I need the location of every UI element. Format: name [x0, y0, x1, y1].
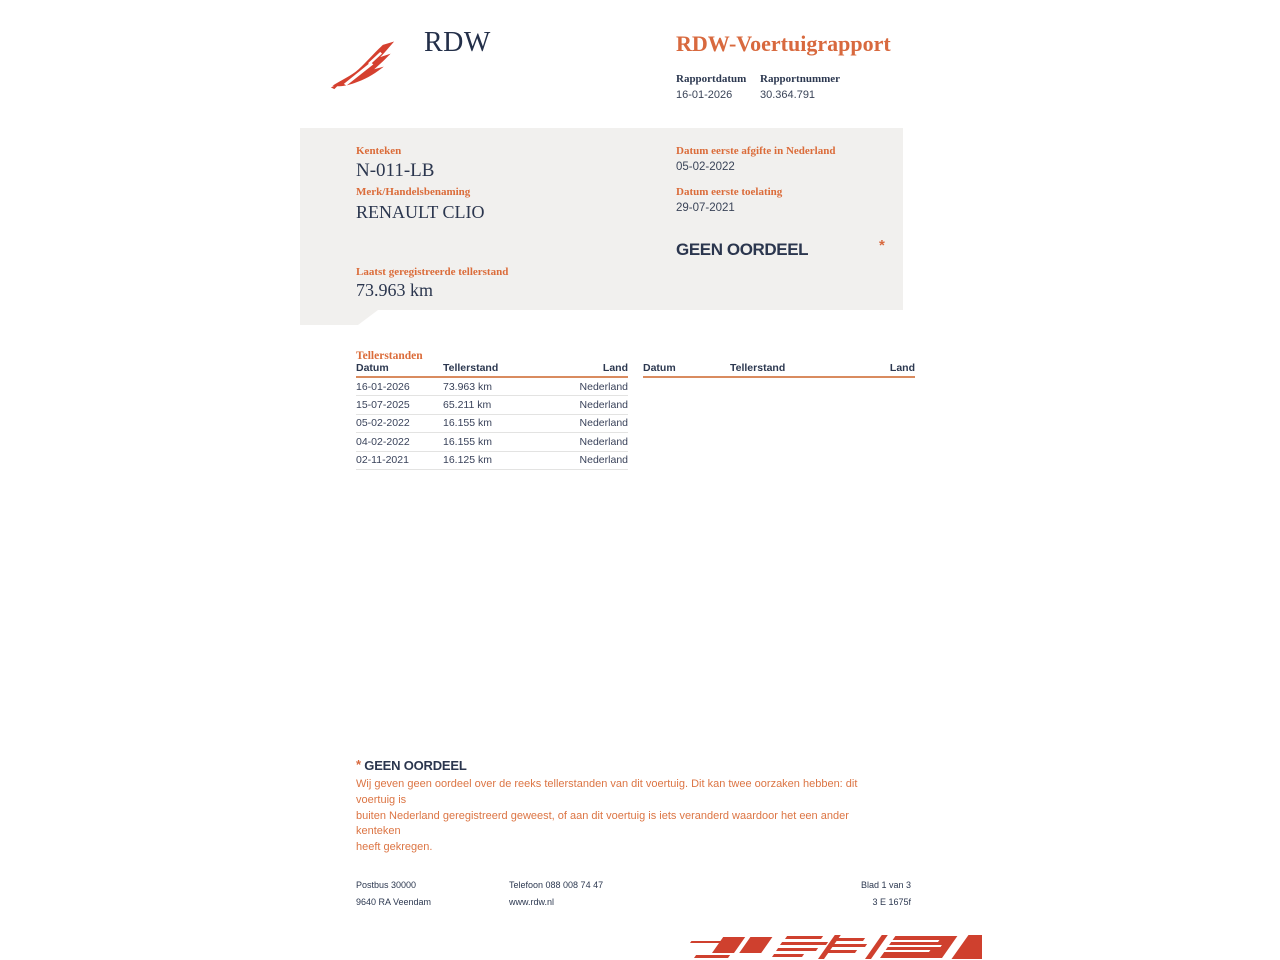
- footer-postbus: Postbus 30000: [356, 880, 417, 890]
- footnote-line: buiten Nederland geregistreerd geweest, of aan dit voertuig is iets veranderd waardoor het een ander kenteken: [356, 809, 849, 838]
- merk-value: RENAULT CLIO: [356, 202, 485, 222]
- footer-website-link[interactable]: www.rdw.nl: [509, 897, 555, 907]
- report-date-value: 16-01-2026: [676, 89, 733, 101]
- odometer-table-left: [356, 363, 628, 470]
- speed-lines-graphic-icon: [690, 933, 982, 960]
- table-row: [356, 433, 628, 451]
- footer-contact: [509, 877, 603, 911]
- cell-tellerstand: 16.155 km: [443, 435, 493, 448]
- table-header-row: [356, 363, 628, 378]
- tellerstand-value: 73.963 km: [356, 280, 434, 300]
- cell-tellerstand: 16.155 km: [443, 417, 493, 430]
- cell-datum: 15-07-2025: [356, 399, 410, 412]
- cell-land: Nederland: [579, 380, 628, 393]
- cell-datum: 02-11-2021: [356, 454, 409, 467]
- cell-tellerstand: 73.963 km: [443, 380, 493, 393]
- cell-datum: 16-01-2026: [356, 380, 410, 393]
- cell-land: Nederland: [579, 417, 628, 430]
- footer-page-info: [771, 877, 911, 911]
- cell-tellerstand: 16.125 km: [443, 454, 493, 467]
- table-row: [356, 378, 628, 396]
- footnote-heading: [356, 757, 467, 773]
- cell-datum: 04-02-2022: [356, 435, 410, 448]
- cell-land: Nederland: [579, 399, 628, 412]
- column-header-datum: Datum: [643, 362, 676, 374]
- verdict-text: GEEN OORDEEL: [676, 240, 809, 259]
- toelating-label: Datum eerste toelating: [676, 186, 783, 198]
- column-header-tellerstand: Tellerstand: [443, 362, 499, 374]
- footer-phone: Telefoon 088 008 74 47: [509, 880, 604, 890]
- footnote-asterisk: *: [356, 757, 361, 772]
- footer-form-code: 3 E 1675f: [872, 897, 911, 907]
- table-row: [356, 415, 628, 433]
- rdw-wordmark: RDW: [424, 27, 491, 58]
- kenteken-value: N-011-LB: [356, 160, 435, 181]
- column-header-tellerstand: Tellerstand: [730, 362, 786, 374]
- table-header-row: [643, 363, 915, 378]
- footnote-title: GEEN OORDEEL: [364, 758, 467, 773]
- footnote-line: Wij geven geen oordeel over de reeks tellerstanden van dit voertuig. Dit kan twee oorzaken hebben: dit voertuig is: [356, 778, 858, 806]
- footer-page-indicator: Blad 1 van 3: [860, 880, 911, 890]
- cell-land: Nederland: [579, 435, 628, 448]
- column-header-land: Land: [602, 362, 628, 374]
- document-title: RDW-Voertuigrapport: [676, 31, 891, 56]
- afgifte-value: 05-02-2022: [676, 161, 735, 173]
- kenteken-label: Kenteken: [356, 145, 402, 157]
- report-number-label: Rapportnummer: [760, 73, 841, 85]
- cell-datum: 05-02-2022: [356, 417, 410, 430]
- footnote-line: heeft gekregen.: [356, 841, 433, 854]
- report-number-value: 30.364.791: [760, 89, 816, 101]
- table-row: [356, 452, 628, 470]
- footer-city: 9640 RA Veendam: [356, 897, 432, 907]
- verdict-asterisk: *: [879, 237, 885, 254]
- column-header-datum: Datum: [356, 362, 389, 374]
- afgifte-label: Datum eerste afgifte in Nederland: [676, 145, 836, 157]
- report-date-label: Rapportdatum: [676, 73, 747, 85]
- cell-tellerstand: 65.211 km: [443, 399, 492, 412]
- tellerstand-label: Laatst geregistreerde tellerstand: [356, 266, 509, 278]
- column-header-land: Land: [889, 362, 915, 374]
- odometer-table-right: [643, 363, 915, 378]
- toelating-value: 29-07-2021: [676, 202, 735, 214]
- merk-label: Merk/Handelsbenaming: [356, 186, 471, 198]
- cell-land: Nederland: [579, 454, 628, 467]
- footnote-body: [356, 777, 896, 856]
- table-row: [356, 396, 628, 414]
- footer-address: [356, 877, 431, 911]
- rdw-logo-icon: [330, 36, 408, 92]
- tellerstanden-section-title: Tellerstanden: [356, 350, 423, 362]
